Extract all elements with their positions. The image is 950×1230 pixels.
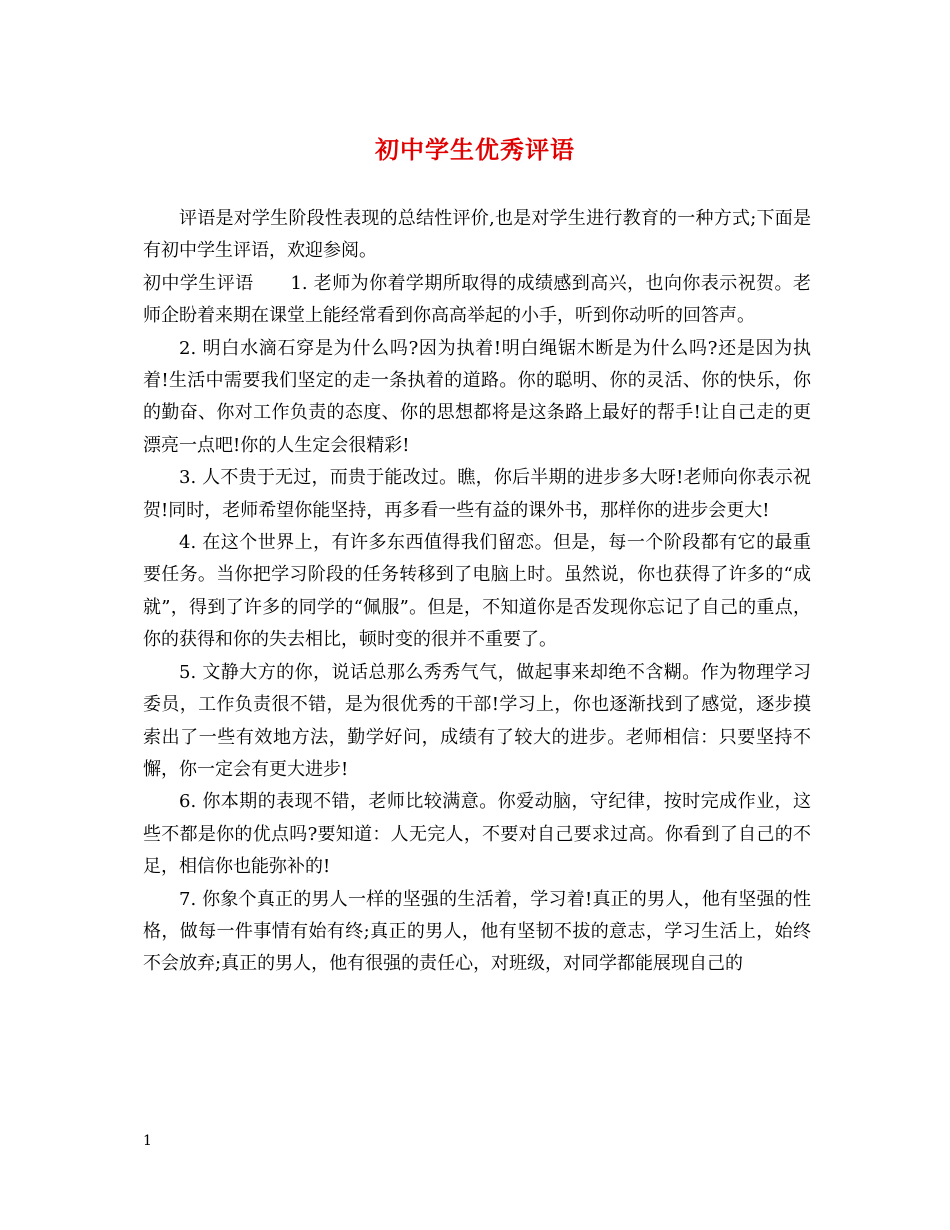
paragraph-2: 2. 明白水滴石穿是为什么吗?因为执着!明白绳锯木断是为什么吗?还是因为执着!生活中需要我们坚定的走一条执着的道路。你的聪明、你的灵活、你的快乐，你的勤奋、你对工作负责的态度、你的思想都将是这条路上最好的帮手!让自己走的更漂亮一点吧!你的人生定会很精彩!: [143, 337, 811, 456]
document-title: 初中学生优秀评语: [375, 135, 575, 164]
paragraph-4: 4. 在这个世界上，有许多东西值得我们留恋。但是，每一个阶段都有它的最重要任务。当你把学习阶段的任务转移到了电脑上时。虽然说，你也获得了许多的“成就”，得到了许多的同学的“佩服”。但是，不知道你是否发现你忘记了自己的重点，你的获得和你的失去相比，顿时变的很并不重要了。: [143, 532, 811, 651]
document-body: [143, 203, 811, 981]
paragraph-7: 7. 你象个真正的男人一样的坚强的生活着，学习着!真正的男人，他有坚强的性格，做每一件事情有始有终;真正的男人，他有坚韧不拔的意志，学习生活上，始终不会放弃;真正的男人，他有很强的责任心，对班级，对同学都能展现自己的: [143, 888, 811, 975]
paragraph-6: 6. 你本期的表现不错，老师比较满意。你爱动脑，守纪律，按时完成作业，这些不都是你的优点吗?要知道：人无完人，不要对自己要求过高。你看到了自己的不足，相信你也能弥补的!: [143, 791, 811, 878]
page-number: 1: [143, 1133, 152, 1149]
paragraph-5: 5. 文静大方的你，说话总那么秀秀气气，做起事来却绝不含糊。作为物理学习委员，工作负责很不错，是为很优秀的干部!学习上，你也逐渐找到了感觉，逐步摸索出了一些有效地方法，勤学好问，成绩有了较大的进步。老师相信：只要坚持不懈，你一定会有更大进步!: [143, 661, 811, 780]
paragraph-1: 初中学生评语 1. 老师为你着学期所取得的成绩感到高兴，也向你表示祝贺。老师企盼着来期在课堂上能经常看到你高高举起的小手，听到你动听的回答声。: [143, 272, 811, 327]
paragraph-3: 3. 人不贵于无过，而贵于能改过。瞧，你后半期的进步多大呀!老师向你表示祝贺!同时，老师希望你能坚持，再多看一些有益的课外书，那样你的进步会更大!: [143, 467, 811, 521]
paragraph-intro: 评语是对学生阶段性表现的总结性评价,也是对学生进行教育的一种方式;下面是有初中学生评语，欢迎参阅。: [143, 208, 811, 262]
